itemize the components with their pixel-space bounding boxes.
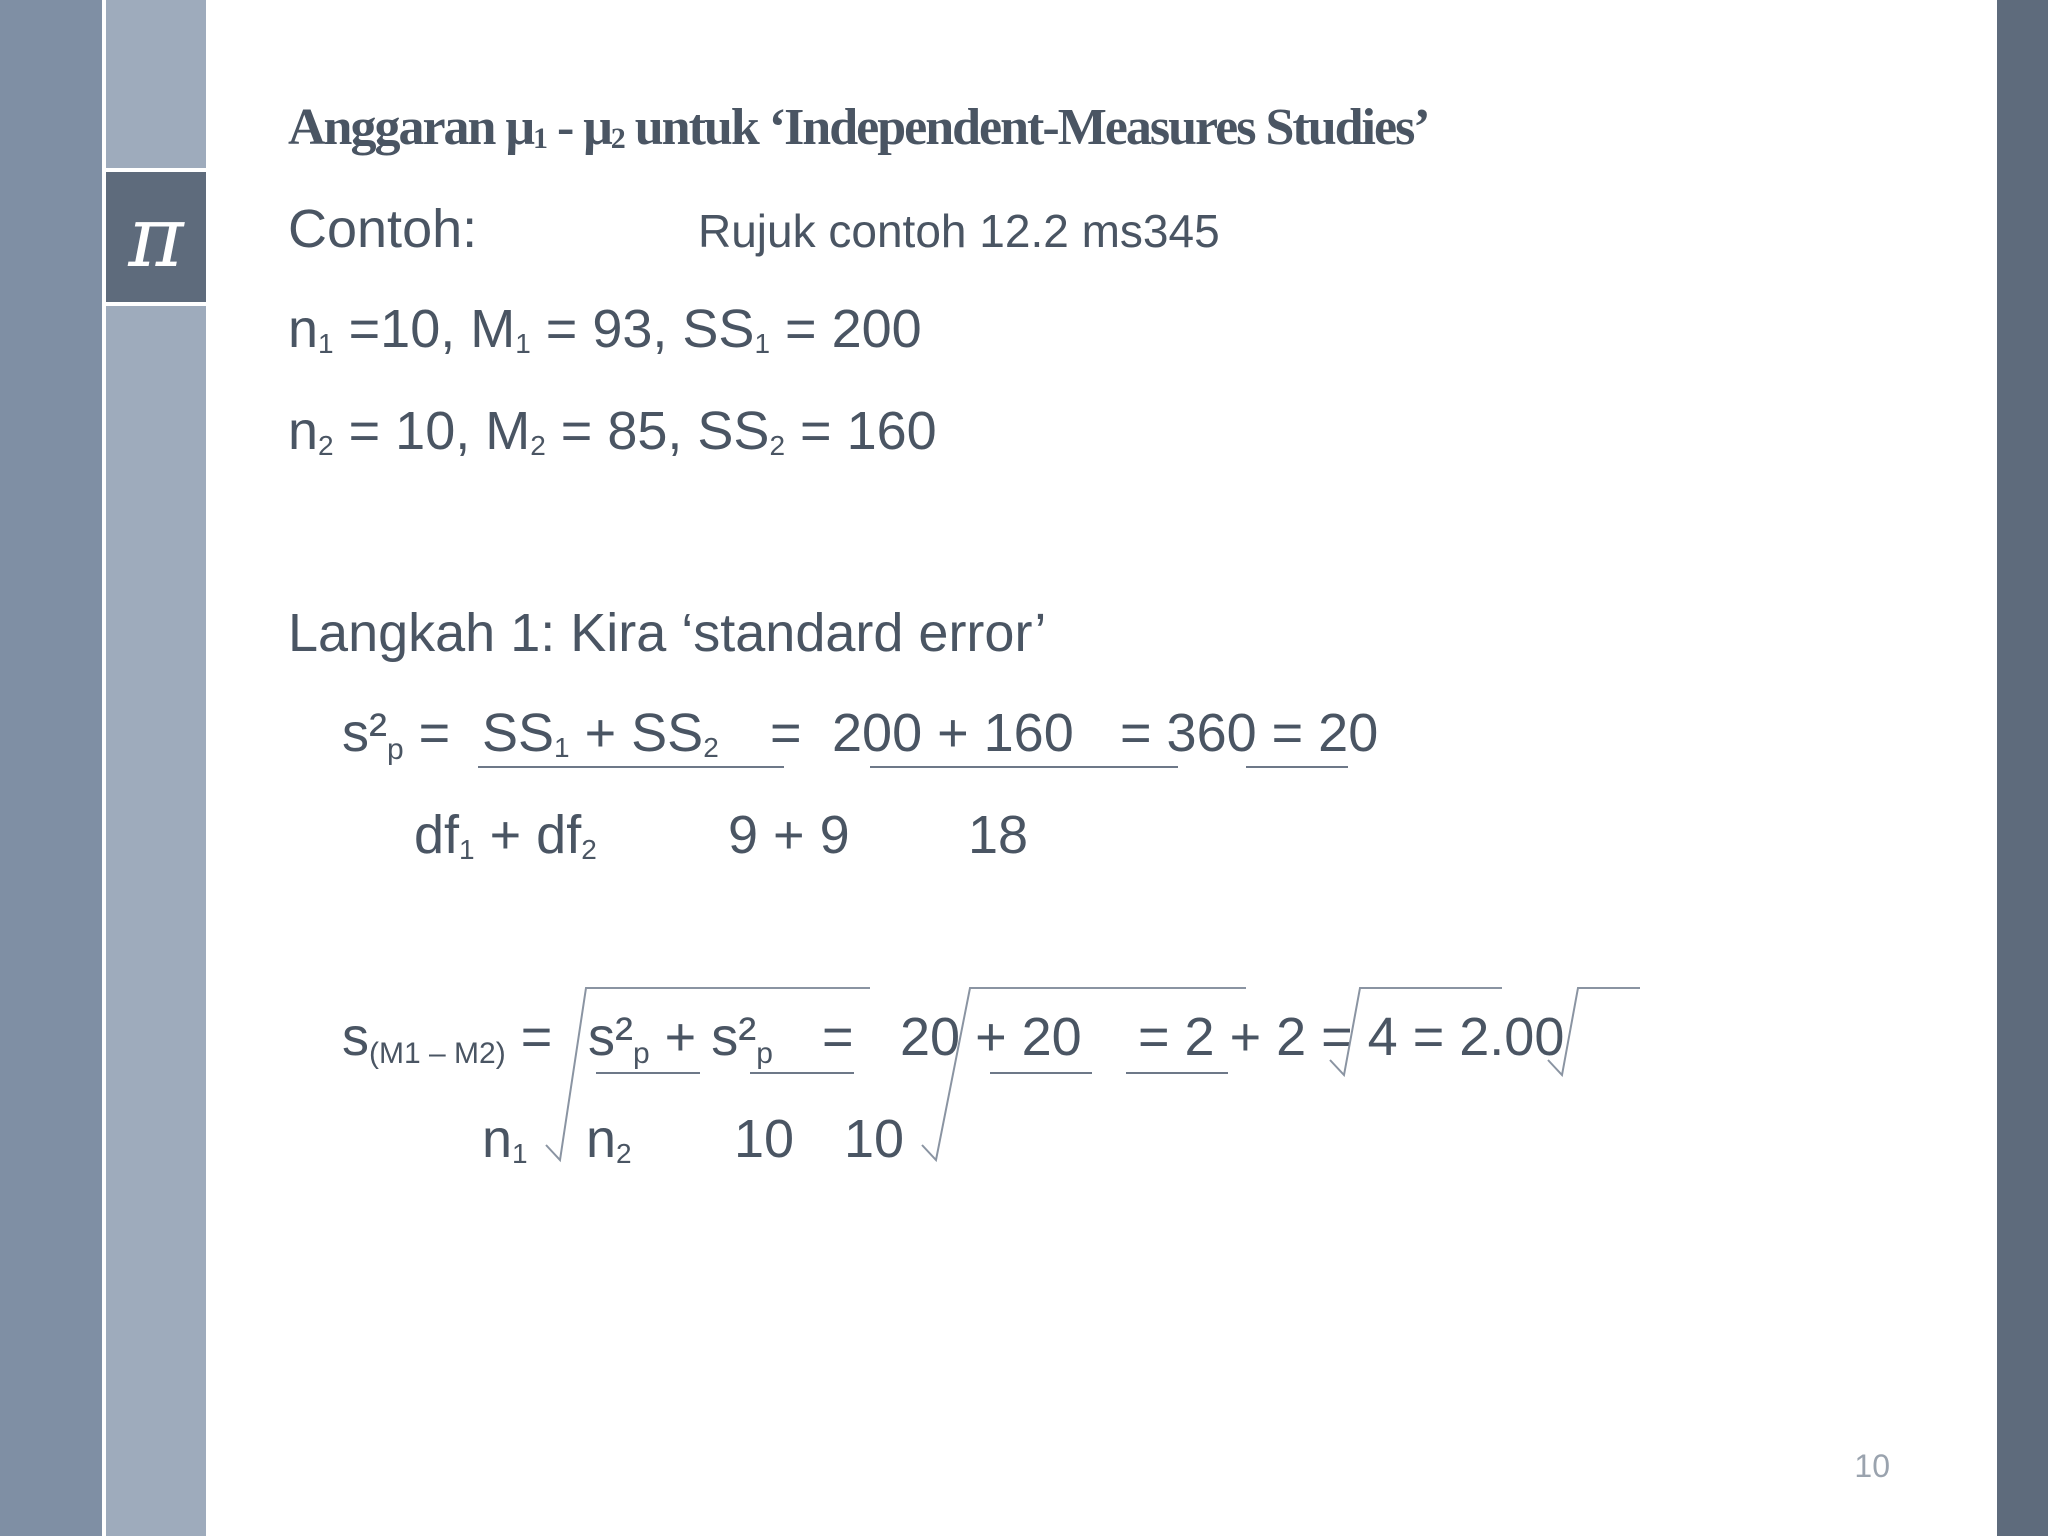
radical-sign-4 (1548, 988, 1640, 1075)
df-plus: + df (474, 805, 582, 865)
stderr-den-10a: 10 (734, 1109, 795, 1169)
ss1-sub-num: 1 (554, 732, 570, 763)
ss2-sub-num: 2 (703, 732, 719, 763)
stderr-plus: + s² (649, 1007, 757, 1067)
m1-sub: 1 (515, 328, 531, 359)
stderr-den-10b: 10 (844, 1109, 905, 1169)
ss1-value: = 200 (770, 299, 922, 359)
stderr-s: s (342, 1007, 369, 1067)
radical-sign-2 (922, 988, 1246, 1160)
pooled-den-values: 9 + 9 (728, 805, 850, 865)
stderr-eq2: = (822, 1007, 854, 1067)
pi-icon: π (128, 188, 184, 286)
den-n2-sub: 2 (616, 1138, 632, 1169)
stderr-p-sub-a: p (632, 1037, 650, 1070)
den-n2-label: n (586, 1109, 617, 1169)
pooled-eq: = (403, 703, 451, 763)
n1-sub: 1 (318, 328, 334, 359)
page-number: 10 (1854, 1448, 1890, 1484)
example-label: Contoh: (288, 199, 478, 259)
radical-sign-3 (1330, 988, 1502, 1075)
pooled-eq2: = (770, 703, 802, 763)
stderr-eq: = (505, 1007, 553, 1067)
ss1-sub: 1 (754, 328, 771, 359)
n1-label: n (288, 299, 319, 359)
stderr-values: 20 + 20 (900, 1007, 1082, 1067)
pooled-values: 200 + 160 (832, 703, 1074, 763)
title-prefix: Anggaran μ (288, 99, 533, 156)
den-n1-label: n (482, 1109, 513, 1169)
n2-sub: 2 (318, 430, 334, 461)
stderr-sub: (M1 – M2) (369, 1037, 506, 1070)
pooled-result: = 360 = 20 (1120, 703, 1379, 763)
m2-value: = 85, SS (545, 401, 770, 461)
ss2-sub: 2 (769, 430, 786, 461)
n2-label: n (288, 401, 319, 461)
m1-value: = 93, SS (530, 299, 755, 359)
title-sub2: 2 (610, 122, 624, 155)
pooled-p-sub: p (386, 733, 404, 766)
title-dash: - μ (545, 99, 611, 156)
pooled-s2: s² (342, 703, 387, 763)
ss2-value: = 160 (785, 401, 937, 461)
title-sub1: 1 (532, 122, 546, 155)
df-label: df (414, 805, 460, 865)
n1-value: =10, M (333, 299, 516, 359)
pooled-den-result: 18 (968, 805, 1029, 865)
df2-sub: 2 (581, 834, 597, 865)
ss-plus: + SS (569, 703, 704, 763)
example-reference: Rujuk contoh 12.2 ms345 (698, 205, 1220, 257)
df1-sub: 1 (459, 834, 475, 865)
stderr-result: = 2 + 2 = 4 = 2.00 (1138, 1007, 1565, 1067)
n2-value: = 10, M (333, 401, 531, 461)
ss-label: SS (482, 703, 555, 763)
stderr-p-sub-b: p (756, 1037, 773, 1070)
title-suffix: untuk ‘Independent-Measures Studies’ (623, 99, 1429, 156)
radical-sign-1 (546, 988, 870, 1160)
stderr-s2-a: s² (588, 1007, 633, 1067)
den-n1-sub: 1 (512, 1138, 528, 1169)
step1-heading: Langkah 1: Kira ‘standard error’ (288, 603, 1047, 663)
m2-sub: 2 (530, 430, 546, 461)
